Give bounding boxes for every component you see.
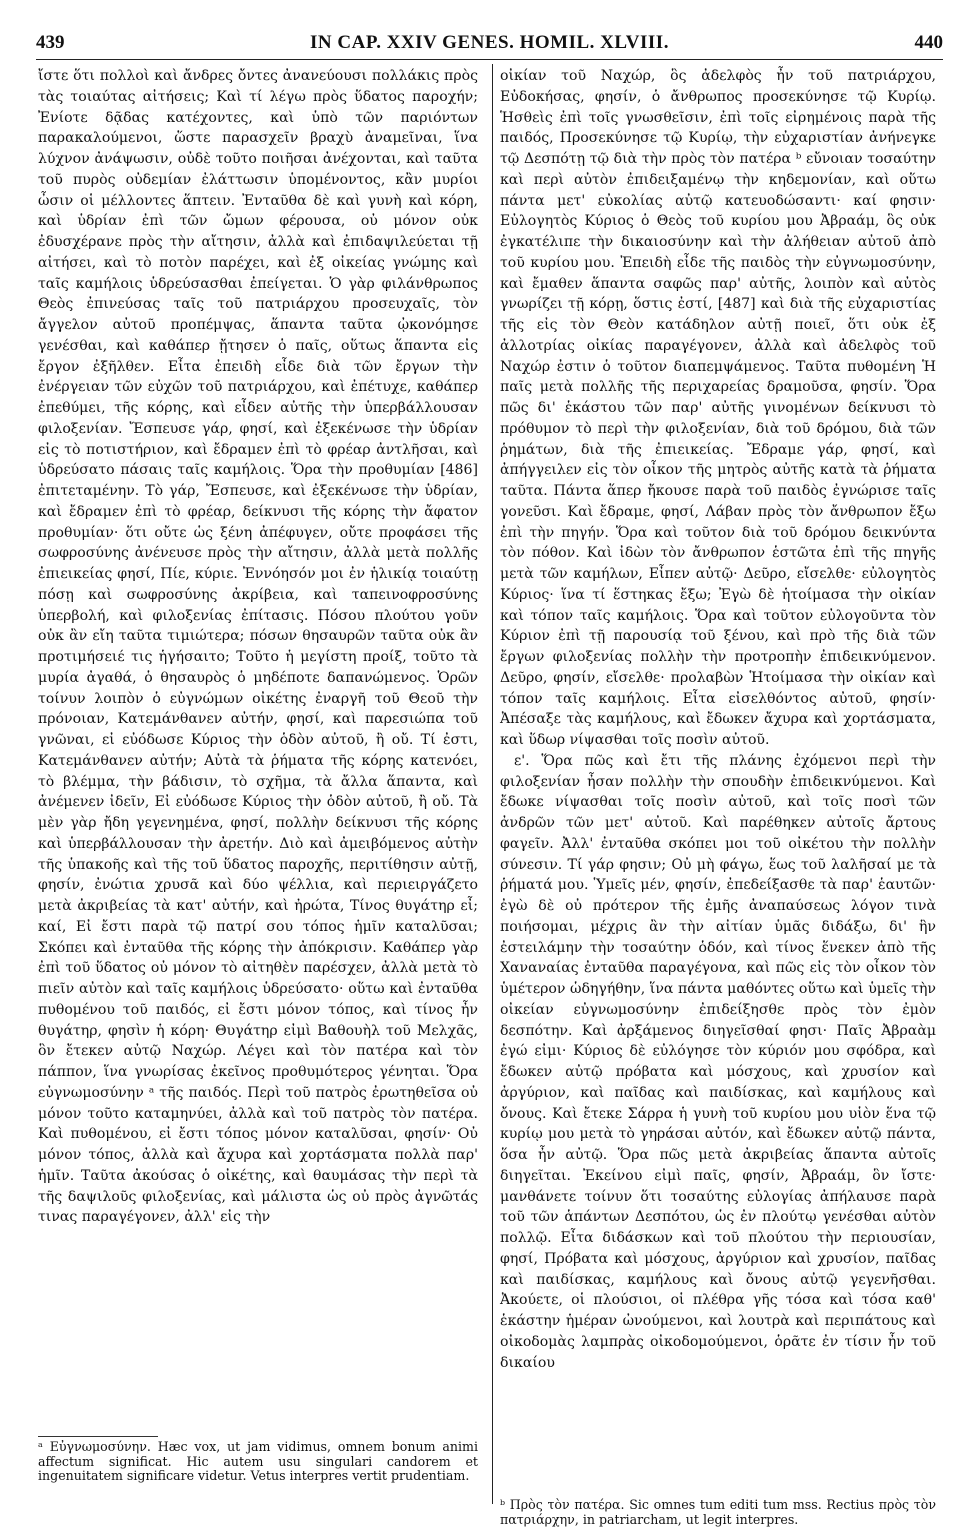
running-title: IN CAP. XXIV GENES. HOMIL. XLVIII. bbox=[310, 32, 669, 53]
footnote-right: ᵇ Πρὸς τὸν πατέρα. Sic omnes tum editi tum mss. Rectius πρὸς τὸν πατριάρχην, in patriarcham, ut legit interpres. bbox=[500, 1497, 936, 1527]
left-column bbox=[38, 66, 478, 1228]
page-number-right: 440 bbox=[914, 32, 943, 53]
right-column bbox=[500, 66, 936, 1373]
right-column-text-2: ε'. Ὅρα πῶς καὶ ἔτι τῆς πλάνης ἐχόμενοι περὶ τὴν φιλοξενίαν ἦσαν πολλὴν τὴν σπουδὴν ἐπιδεικνύμενοι. Καὶ ἔδωκε νίψασθαι τοῖς ποσὶν αὐτοῦ, καὶ τοῖς ποσὶ τῶν ἀνδρῶν τῶν μετ' αὐτοῦ. Καὶ παρέθηκεν αὐτοῖς ἄρτους φαγεῖν. Ἀλλ' ἐνταῦθα σκόπει μοι τοῦ οἰκέτου τὴν πολλὴν σύνεσιν. Τί γάρ φησιν; Οὐ μὴ φάγω, ἕως τοῦ λαλῆσαί με τὰ ῥήματά μου. Ὑμεῖς μέν, φησίν, ἐπεδείξασθε τὰ παρ' ἑαυτῶν· ἐγὼ δὲ οὐ πρότερον τῆς ἐμῆς ἀναπαύσεως λόγον τινὰ ποιήσομαι, μέχρις ἂν τὴν αἰτίαν ὑμᾶς διδάξω, δι' ἣν ἐστειλάμην τὴν τοσαύτην ὁδόν, καὶ τίνος ἕνεκεν ἀπὸ τῆς Χαναναίας ἐνταῦθα παραγέγονα, καὶ πῶς εἰς τὸν οἶκον τὸν ὑμέτερον ὡδηγήθην, ἵνα πάντα μαθόντες οὕτω καὶ ὑμεῖς τὴν οἰκείαν εὐγνωμοσύνην ἐπιδείξησθε πρὸς τὸν ἐμὸν δεσπότην. Καὶ ἀρξάμενος διηγεῖσθαί φησι· Παῖς Ἀβραὰμ ἐγώ εἰμι· Κύριος δὲ εὐλόγησε τὸν κύριόν μου σφόδρα, καὶ ἔδωκεν αὐτῷ πρόβατα καὶ μόσχους, καὶ χρυσίον καὶ ἀργύριον, καὶ παῖδας καὶ παιδίσκας, καὶ καμήλους καὶ ὄνους. Καὶ ἔτεκε Σάρρα ἡ γυνὴ τοῦ κυρίου μου υἱὸν ἕνα τῷ κυρίῳ μου μετὰ τὸ γηράσαι αὐτόν, καὶ ἔδωκεν αὐτῷ πάντα, ὅσα ἦν αὐτῷ. Ὅρα πῶς μετὰ ἀκριβείας ἅπαντα αὐτοῖς διηγεῖται. Ἐκείνου εἰμὶ παῖς, φησίν, Ἀβραάμ, ὃν ἴστε· μανθάνετε τοίνυν ὅτι τοσαύτης εὐλογίας ἀπήλαυσε παρὰ τοῦ τῶν ἁπάντων Δεσπότου, ὡς ἐν πλούτῳ γενέσθαι αὐτὸν πολλῷ. Εἶτα διδάσκων καὶ τοῦ πλούτου τὴν περιουσίαν, φησί, Πρόβατα καὶ μόσχους, ἀργύριον καὶ χρυσίον, παῖδας καὶ παιδίσκας, καμήλους καὶ ὄνους αὐτῷ γεγενῆσθαι. Ἀκούετε, οἱ πλούσιοι, οἱ πλέθρα γῆς τόσα καὶ τόσα καθ' ἑκάστην ἡμέραν ὠνούμενοι, καὶ λουτρὰ καὶ περιπάτους καὶ οἰκοδομὰς λαμπρὰς οἰκοδομούμενοι, ὁρᾶτε ἐν τίσιν ἦν τοῦ δικαίου bbox=[500, 752, 936, 1371]
column-divider bbox=[492, 64, 493, 1504]
left-column-text: ἴστε ὅτι πολλοὶ καὶ ἄνδρες ὄντες ἀνανεύουσι πολλάκις πρὸς τὰς τοιαύτας αἰτήσεις; Καὶ τί λέγω πρὸς ὕδατος παροχήν; Ἐνίοτε δᾷδας κατέχοντες, καὶ ὑπὸ τῶν παριόντων παρακαλούμενοι, ὥστε παρασχεῖν βραχὺ ἀναμεῖναι, ἵνα λύχνον ἀνάψωσιν, οὐδὲ τοῦτο ποιῆσαι ἀνέχονται, καὶ ταῦτα τοῦ πυρὸς οὐδεμίαν ἐλάττωσιν ὑπομένοντος, κἂν μυρίοι ὦσιν οἱ μέλλοντες ἅπτειν. Ἐνταῦθα δὲ καὶ γυνὴ καὶ κόρη, καὶ ὑδρίαν ἐπὶ τῶν ὤμων φέρουσα, οὐ μόνον οὐκ ἐδυσχέρανε πρὸς τὴν αἴτησιν, ἀλλὰ καὶ ἐπιδαψιλεύεται τῇ αἰτήσει, καὶ τὸ ποτὸν παρέχει, καὶ ἐξ οἰκείας γνώμης καὶ ταῖς καμήλοις ὑδρεύσασθαι ἐπείγεται. Ὁ γὰρ φιλάνθρωπος Θεὸς ἐπινεύσας ταῖς τοῦ πατριάρχου προσευχαῖς, τὸν ἄγγελον αὐτοῦ προπέμψας, ἅπαντα ταῦτα ᾠκονόμησε γενέσθαι, καὶ καθάπερ ᾔτησεν ὁ παῖς, οὕτως ἅπαντα εἰς ἔργον ἐξῆλθεν. Εἶτα ἐπειδὴ εἶδε διὰ τῶν ἔργων τὴν ἐνέργειαν τῶν εὐχῶν τοῦ πατριάρχου, καὶ ἐπέτυχε, καθάπερ ἐπεθύμει, τῆς κόρης, καὶ εἶδεν αὐτῆς τὴν ὑπερβάλλουσαν φιλοξενίαν. Ἔσπευσε γάρ, φησί, καὶ ἐξεκένωσε τὴν ὑδρίαν εἰς τὸ ποτιστήριον, καὶ ἔδραμεν ἐπὶ τὸ φρέαρ ἀντλῆσαι, καὶ ὑδρεύσατο πάσαις ταῖς καμήλοις. Ὅρα τὴν προθυμίαν [486] ἐπιτεταμένην. Τὸ γάρ, Ἔσπευσε, καὶ ἐξεκένωσε τὴν ὑδρίαν, καὶ ἔδραμεν ἐπὶ τὸ φρέαρ, δείκνυσι τῆς κόρης τὴν ἄφατον προθυμίαν· ὅτι οὔτε ὡς ξένη ἀπέφυγεν, οὔτε προφάσει τῆς σωφροσύνης ἀνένευσε πρὸς τὴν αἴτησιν, ἀλλὰ μετὰ πολλῆς ἐπιεικείας φησί, Πίε, κύριε. Ἐννόησόν μοι ἐν ἡλικίᾳ τοιαύτῃ πόσῃ καὶ σωφροσύνης ἀκρίβεια, καὶ ταπεινοφροσύνης ὑπερβολή, καὶ φιλοξενίας ἐπίτασις. Πόσου πλούτου γοῦν οὐκ ἂν εἴη ταῦτα τιμιώτερα; πόσων θησαυρῶν ταῦτα οὐκ ἂν προτιμήσειέ τις ἡγήσαιτο; Τοῦτο ἡ μεγίστη προίξ, τοῦτο τὰ μυρία ἀγαθά, ὁ θησαυρὸς ὁ μηδέποτε δαπανώμενος. Ὁρῶν τοίνυν λοιπὸν ὁ εὐγνώμων οἰκέτης ἐναργῆ τοῦ Θεοῦ τὴν πρόνοιαν, Κατεμάνθανεν αὐτήν, φησί, καὶ παρεσιώπα τοῦ γνῶναι, εἰ εὐόδωσε Κύριος τὴν ὁδὸν αὐτοῦ, ἢ οὔ. Τί ἐστι, Κατεμάνθανεν αὐτήν; Αὐτὰ τὰ ῥήματα τῆς κόρης κατενόει, τὸ βλέμμα, τὴν βάδισιν, τὸ σχῆμα, τὰ ἄλλα ἅπαντα, καὶ ἀνέμενεν ἰδεῖν, Εἰ εὐόδωσε Κύριος τὴν ὁδὸν αὐτοῦ, ἢ οὔ. Τὰ μὲν γὰρ ἤδη γεγενημένα, φησί, πολλὴν δείκνυσι τῆς κόρης καὶ ὑπερβάλλουσαν τὴν ἀρετήν. Διὸ καὶ ἀμειβόμενος αὐτὴν τῆς ὑπακοῆς καὶ τῆς τοῦ ὕδατος παροχῆς, περιτίθησιν αὐτῇ, φησίν, ἐνώτια χρυσᾶ καὶ δύο ψέλλια, καὶ περιειργάζετο μετὰ ἀκριβείας τὰ κατ' αὐτήν, καὶ ἠρώτα, Τίνος θυγάτηρ εἶ; καί, Εἰ ἔστι παρὰ τῷ πατρί σου τόπος ἡμῖν καταλῦσαι; Σκόπει καὶ ἐνταῦθα τῆς κόρης τὴν ἀπόκρισιν. Καθάπερ γὰρ ἐπὶ τοῦ ὕδατος οὐ μόνον τὸ αἰτηθὲν παρέσχεν, ἀλλὰ μετὰ τὸ πιεῖν αὐτὸν καὶ ταῖς καμήλοις ὑδρεύσατο· οὕτω καὶ ἐνταῦθα πυθομένου τοῦ παιδός, εἰ ἔστι μόνον τόπος, καὶ τίνος ἦν θυγάτηρ, φησὶν ἡ κόρη· Θυγάτηρ εἰμὶ Βαθουὴλ τοῦ Μελχᾶς, ὃν ἔτεκεν αὐτῷ Ναχώρ. Λέγει καὶ τὸν πατέρα καὶ τὸν πάππον, ἵνα γνωρίσας ἐκεῖνος προθυμότερος γένηται. Ὅρα εὐγνωμοσύνην ᵃ τῆς παιδός. Περὶ τοῦ πατρὸς ἐρωτηθεῖσα οὐ μόνον τοῦτο καταμηνύει, ἀλλὰ καὶ τοῦ πατρὸς τὸν πατέρα. Καὶ πυθομένου, εἰ ἔστι τόπος μόνον καταλῦσαι, φησίν· Οὐ μόνον τόπος, ἀλλὰ καὶ ἄχυρα καὶ χορτάσματα πολλὰ παρ' ἡμῖν. Ταῦτα ἀκούσας ὁ οἰκέτης, καὶ θαυμάσας τὴν περὶ τὰ τῆς δαψιλοῦς φιλοξενίας, καὶ μάλιστα ὡς οὐ πρὸς ἀγνῶτάς τινας παραγέγονεν, ἀλλ' εἰς τὴν bbox=[38, 68, 478, 1226]
right-column-text-1: οἰκίαν τοῦ Ναχώρ, ὃς ἀδελφὸς ἦν τοῦ πατριάρχου, Εὐδοκήσας, φησίν, ὁ ἄνθρωπος προσεκύνησε τῷ Κυρίῳ. Ἡσθεὶς ἐπὶ τοῖς γνωσθεῖσιν, ἐπὶ τοῖς εἰρημένοις παρὰ τῆς παιδός, Προσεκύνησε τῷ Κυρίῳ, τὴν εὐχαριστίαν ἀνήνεγκε τῷ Δεσπότῃ τῷ διὰ τὴν πρὸς τὸν πατέρα ᵇ εὔνοιαν τοσαύτην καὶ περὶ αὐτὸν ἐπιδειξαμένῳ τὴν κηδεμονίαν, καὶ οὕτω πάντα μετ' εὐκολίας αὐτῷ κατευοδώσαντι· καί φησιν· Εὐλογητὸς Κύριος ὁ Θεὸς τοῦ κυρίου μου Ἀβραάμ, ὃς οὐκ ἐγκατέλιπε τὴν δικαιοσύνην καὶ τὴν ἀλήθειαν αὐτοῦ ἀπὸ τοῦ κυρίου μου. Ἐπειδὴ εἶδε τῆς παιδὸς τὴν εὐγνωμοσύνην, καὶ ἔμαθεν ἅπαντα σαφῶς παρ' αὐτῆς, λοιπὸν καὶ αὐτὸς γνωρίζει τῇ κόρῃ, ὅστις ἐστί, [487] καὶ διὰ τῆς εὐχαριστίας τῆς εἰς τὸν Θεὸν κατάδηλον αὐτῇ ποιεῖ, ὅτι οὐκ ἐξ ἀλλοτρίας οἰκίας παραγέγονεν, ἀλλὰ καὶ ἀδελφὸς τοῦ Ναχώρ ἐστιν ὁ τοῦτον διαπεμψάμενος. Ταῦτα πυθομένη Ἡ παῖς μετὰ πολλῆς τῆς περιχαρείας δραμοῦσα, φησίν. Ὅρα πῶς δι' ἑκάστου τῶν παρ' αὐτῆς γινομένων δείκνυσι τὸ πρόθυμον τὸ περὶ τὴν φιλοξενίαν, διὰ τοῦ δρόμου, διὰ τῶν ῥημάτων, διὰ τῆς ἐπιεικείας. Ἔδραμε γάρ, φησί, καὶ ἀπήγγειλεν εἰς τὸν οἶκον τῆς μητρὸς αὐτῆς κατὰ τὰ ῥήματα ταῦτα. Πάντα ἅπερ ἤκουσε παρὰ τοῦ παιδὸς ἐγνώρισε ταῖς γονεῦσι. Καὶ ἔδραμε, φησί, Λάβαν πρὸς τὸν ἄνθρωπον ἔξω ἐπὶ τὴν πηγήν. Ὅρα καὶ τοῦτον διὰ τοῦ δρόμου δεικνύντα τὸν πόθον. Καὶ ἰδὼν τὸν ἄνθρωπον ἑστῶτα ἐπὶ τῆς πηγῆς μετὰ τῶν καμήλων, Εἶπεν αὐτῷ· Δεῦρο, εἴσελθε· εὐλογητὸς Κύριος· ἵνα τί ἕστηκας ἔξω; Ἐγὼ δὲ ἡτοίμασα τὴν οἰκίαν καὶ τόπον ταῖς καμήλοις. Ὅρα καὶ τοῦτον εὐλογοῦντα τὸν Κύριον ἐπὶ τῇ παρουσίᾳ τοῦ ξένου, καὶ πρὸ τῆς διὰ τῶν ἔργων φιλοξενίας πολλὴν τὴν προτροπὴν ἐπιδεικνύμενον. Δεῦρο, φησίν, εἴσελθε· προλαβὼν Ἡτοίμασα τὴν οἰκίαν καὶ τόπον ταῖς καμήλοις. Εἶτα εἰσελθόντος αὐτοῦ, φησίν· Ἀπέσαξε τὰς καμήλους, καὶ ἔδωκεν ἄχυρα καὶ χορτάσματα, καὶ ὕδωρ νίψασθαι τοῖς ποσὶν αὐτοῦ. bbox=[500, 68, 936, 748]
page-number-left: 439 bbox=[36, 32, 65, 53]
running-header bbox=[36, 32, 943, 56]
footnote-left: ᵃ Εὐγνωμοσύνην. Hæc vox, ut jam vidimus, omnem bonum animi affectum significat. Hic autem usu singulari candorem et ingenuitatem significare videtur. Vetus interpres vertit prudentiam. bbox=[38, 1439, 478, 1483]
header-rule bbox=[36, 59, 943, 60]
footnote-rule-left bbox=[38, 1436, 158, 1437]
